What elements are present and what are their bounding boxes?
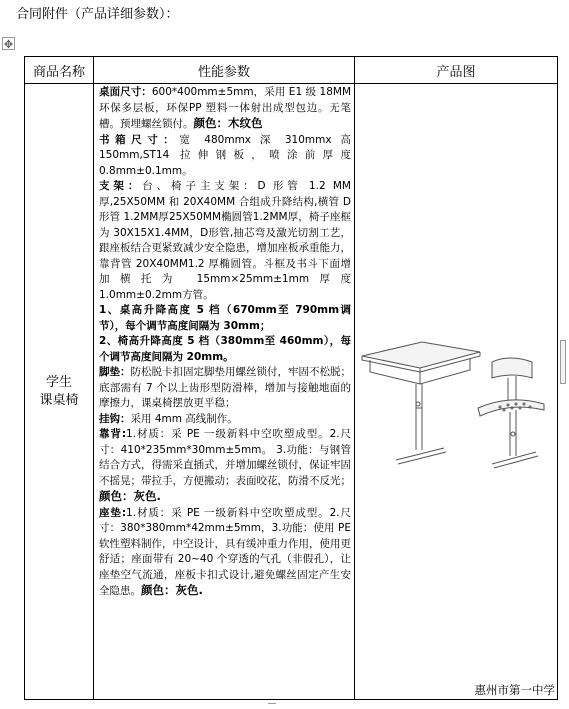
spec-desktop-size (99, 85, 351, 133)
spec-text: 台、椅子主支架：D 形管 1.2 MM 厚,25X50MM 和 20X40MM 合组成升降结构,横管 D形管 1.2MM厚25X50MM椭圆管1.2MM厚，椅子座框为 30X15X1.4MM，D形管,抽芯弯及激光切割工艺，跟座板结合更紧致减少安全隐患，增加座板承重能力，靠背管 20X40MM1.2 厚椭圆管。斗框及书斗下面增加横托为 15mm×25mm±1mm厚度 1.0mm±0.2mm方管。 (99, 180, 351, 301)
table-bottom-marker (268, 703, 276, 709)
desk-top (362, 342, 480, 372)
spec-label: 挂钩： (99, 412, 131, 425)
spec-text: 600*400mm±5mm，采用 E1 级 18MM 环保多层板，环保PP 塑料一体射出成型包边。无笔槽。预埋螺丝锁付。 (99, 86, 352, 130)
spec-label: 脚垫： (99, 366, 131, 378)
spec-frame (99, 179, 351, 303)
document-title: 合同附件（产品详细参数）： (16, 7, 179, 22)
spec-label: 靠背: (99, 428, 127, 440)
spec-color: 颜色：灰色. (141, 583, 203, 597)
spec-seat (99, 506, 351, 600)
product-image-cell (355, 84, 558, 700)
spec-text: 2、椅高升降高度 5 档（380mm至 460mm），每个调节高度间隔为 20mm。 (99, 335, 351, 363)
spec-label: 座垫: (99, 506, 127, 519)
chair-backrest (492, 358, 532, 404)
desk-chair-drawing (360, 338, 552, 470)
spec-text: 宽 480mmx 深 310mmx 高 150mm,ST14 拉伸钢板，喷涂前厚度 0.8mm±0.1mm。 (99, 133, 351, 177)
spec-text: 1.材质：采 PE 一级新料中空吹塑成型。2.尺寸：380*380mm*42mm±5mm，3.功能：使用 PE 软性塑料制作，中空设计，具有缓冲重力作用，使用更舒适；座面带有 20~40 个穿透的气孔（非假孔），让座垫空气流通，座板卡扣式设计,避免螺丝固定产生安全隐患。 (99, 506, 351, 597)
table-header-row (25, 57, 558, 84)
spec-label: 支架： (99, 180, 143, 192)
spec-color: 颜色：木纹色 (193, 116, 263, 130)
spec-text: 1、桌高升降高度 5 档（670mm至 790mm调节），每个调节高度间隔为 30mm； (99, 304, 351, 332)
spec-foot-pad (99, 365, 351, 412)
product-name-cell (25, 84, 94, 700)
spec-hook (99, 412, 351, 428)
header-product-image: 产品图 (355, 57, 558, 84)
spec-text-cell (94, 84, 355, 700)
product-name-line1: 学生 (45, 374, 72, 390)
desk-legs (396, 384, 446, 464)
spec-text: 采用 4mm 高线制作。 (130, 412, 238, 425)
table-move-handle-icon[interactable]: ✥ (3, 38, 14, 51)
spec-label: 桌面尺寸： (99, 86, 152, 98)
spec-desk-height (99, 303, 351, 334)
spec-backrest (99, 427, 351, 506)
school-caption: 惠州市第一中学 (474, 683, 555, 697)
spec-chair-height (99, 334, 351, 365)
header-performance-params: 性能参数 (94, 57, 355, 84)
spec-text: 1.材质：采 PE 一级新料中空吹塑成型。2.尺寸：410*235mm*30mm±5mm。 3.功能：与钢管结合方式，得需采直插式，并增加螺丝锁付，保证牢固不摇晃；带拉手，方便搬动；表面咬花，防滑不反光； (99, 428, 351, 487)
product-name-line2: 课桌椅 (39, 392, 79, 408)
product-spec-table (24, 56, 558, 700)
table-resize-marker[interactable] (560, 340, 566, 384)
table-row (25, 84, 558, 700)
spec-color: 颜色：灰色. (99, 489, 161, 503)
spec-bookbox-size (99, 133, 351, 180)
header-product-name: 商品名称 (25, 57, 94, 84)
spec-text: 防松脱卡扣固定脚垫用螺丝锁付，牢固不松脱；底部需有 7 个以上齿形型防滑棒，增加与接触地面的摩擦力，课桌椅摆放更平稳； (99, 366, 351, 409)
chair-legs (492, 410, 538, 468)
chair-seat (478, 400, 544, 416)
spec-label: 书箱尺寸： (99, 133, 180, 146)
